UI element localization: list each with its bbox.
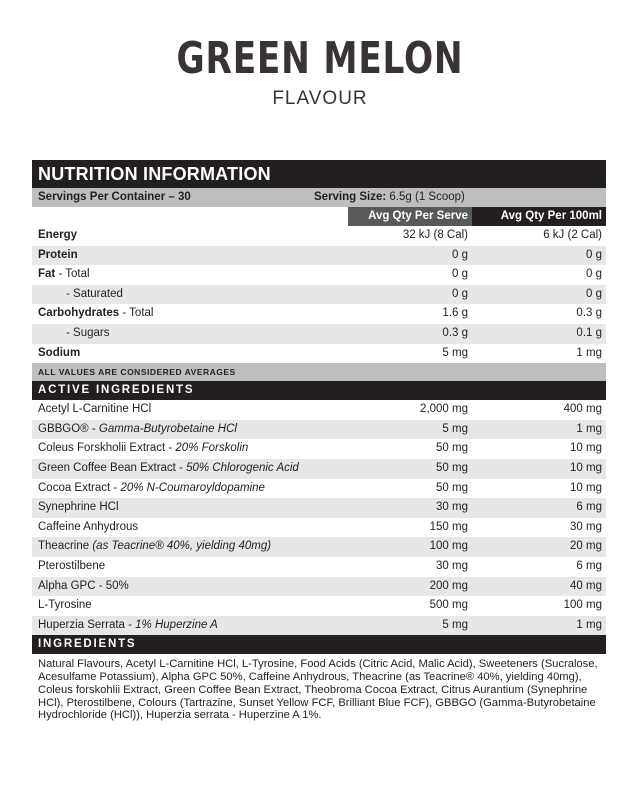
qty-per-serve: 32 kJ (8 Cal): [402, 229, 468, 241]
ingredient-qty-per-serve: 50 mg: [436, 481, 468, 494]
ingredient-qty-per-serve: 200 mg: [429, 579, 468, 592]
ingredient-qty-per-100ml: 10 mg: [570, 461, 602, 474]
qty-per-100ml: 6 kJ (2 Cal): [543, 229, 602, 241]
qty-per-serve: 0 g: [452, 248, 468, 261]
qty-per-serve: 0 g: [452, 287, 468, 300]
ingredient-qty-per-100ml: 10 mg: [570, 481, 602, 494]
nutrition-row: [32, 304, 606, 324]
ingredient-name-cell: [32, 459, 348, 479]
ingredient-name: Cocoa Extract -: [38, 481, 121, 494]
ingredient-name-cell: [32, 577, 348, 597]
nutrition-row: [32, 344, 606, 364]
qty-per-100ml: 0 g: [586, 287, 602, 300]
averages-note: ALL VALUES ARE CONSIDERED AVERAGES: [32, 363, 606, 381]
nutrient-name-cell: [32, 324, 348, 344]
ingredient-detail: 50% Chlorogenic Acid: [186, 461, 299, 474]
ingredient-name-cell: [32, 596, 348, 616]
flavour-title: GREEN MELON: [176, 33, 464, 84]
ingredient-qty-per-serve: 5 mg: [442, 422, 468, 435]
ingredient-detail: 20% Forskolin: [175, 442, 249, 455]
nutrient-subname: - Saturated: [66, 287, 123, 300]
active-ingredient-row: [32, 616, 606, 636]
ingredient-qty-per-serve: 30 mg: [436, 501, 468, 514]
active-ingredient-row: [32, 537, 606, 557]
ingredient-qty-per-serve: 100 mg: [429, 540, 468, 553]
nutrient-subname: - Total: [55, 268, 90, 281]
nutrient-subname: - Sugars: [66, 326, 110, 339]
ingredient-qty-per-serve: 500 mg: [429, 599, 468, 612]
nutrient-name-cell: [32, 304, 348, 324]
active-ingredient-row: [32, 400, 606, 420]
nutrient-name-cell: [32, 226, 348, 246]
ingredients-text: Natural Flavours, Acetyl L-Carnitine HCl, L-Tyrosine, Food Acids (Citric Acid, Malic Acid), Sweeteners (Sucralose, Acesulfame Potassium), Alpha GPC 50%, Caffeine Anhydrous, Theacrine (as Teacrine® 40%, yielding 40mg), Coleus forskohlii Extract, Green Coffee Bean Extract, Theobroma Cocoa Extract, Citrus Aurantium (Synephrine HCl), Pterostilbene, Colours (Tartrazine, Sunset Yellow FCF, Brilliant Blue FCF), GBBGO (Gamma-Butyrobetaine Hydrochloride (HCl)), Huperzia serrata - Huperzine A 1%.: [38, 658, 598, 722]
ingredient-name: Caffeine Anhydrous: [38, 520, 139, 533]
nutrition-row: [32, 324, 606, 344]
nutrition-row: [32, 265, 606, 285]
ingredients-heading: INGREDIENTS: [32, 635, 606, 654]
nutrition-column-headers: [32, 207, 606, 226]
qty-per-100ml: 0 g: [586, 268, 602, 281]
ingredient-detail: Gamma-Butyrobetaine HCl: [98, 422, 237, 435]
ingredient-qty-per-100ml: 1 mg: [576, 618, 602, 631]
qty-per-100ml: 0 g: [586, 248, 602, 261]
nutrient-name: Fat: [38, 268, 56, 281]
col-header-serve: Avg Qty Per Serve: [348, 207, 472, 226]
ingredient-qty-per-100ml: 100 mg: [563, 599, 602, 612]
nutrient-name-cell: [32, 285, 348, 305]
nutrient-name-cell: [32, 344, 348, 364]
active-ingredient-row: [32, 459, 606, 479]
ingredient-qty-per-serve: 150 mg: [429, 520, 468, 533]
serving-size: [314, 188, 606, 207]
serving-size-value: 6.5g (1 Scoop): [386, 191, 465, 203]
active-ingredient-row: [32, 577, 606, 597]
ingredient-name-cell: [32, 400, 348, 420]
ingredient-qty-per-100ml: 40 mg: [570, 579, 602, 592]
ingredient-qty-per-serve: 50 mg: [436, 442, 468, 455]
ingredient-qty-per-100ml: 1 mg: [576, 422, 602, 435]
serving-row: [32, 188, 606, 207]
ingredient-qty-per-serve: 5 mg: [442, 618, 468, 631]
ingredient-detail: (as Teacrine® 40%, yielding 40mg): [92, 540, 272, 553]
nutrition-panel: [32, 160, 606, 722]
qty-per-100ml: 1 mg: [576, 346, 602, 359]
ingredient-qty-per-100ml: 20 mg: [570, 540, 602, 553]
ingredient-name-cell: [32, 537, 348, 557]
ingredient-name: Synephrine HCl: [38, 501, 119, 514]
nutrient-name: Energy: [38, 229, 77, 241]
qty-per-100ml: 0.3 g: [576, 307, 602, 320]
nutrition-rows: [32, 226, 606, 363]
ingredient-name: Huperzia Serrata -: [38, 618, 136, 631]
ingredient-qty-per-100ml: 10 mg: [570, 442, 602, 455]
nutrient-name: Carbohydrates: [38, 307, 120, 320]
ingredient-qty-per-100ml: 30 mg: [570, 520, 602, 533]
active-rows: [32, 400, 606, 635]
nutrient-name-cell: [32, 265, 348, 285]
ingredient-name-cell: [32, 498, 348, 518]
ingredient-qty-per-serve: 2,000 mg: [420, 403, 468, 416]
ingredient-name: Coleus Forskholii Extract -: [38, 442, 176, 455]
nutrition-heading: NUTRITION INFORMATION: [32, 160, 606, 188]
ingredient-name-cell: [32, 616, 348, 636]
ingredient-name: Alpha GPC - 50%: [38, 579, 129, 592]
ingredient-name: GBBGO® -: [38, 422, 99, 435]
qty-per-serve: 1.6 g: [442, 307, 468, 320]
ingredient-qty-per-serve: 30 mg: [436, 559, 468, 572]
ingredient-name-cell: [32, 439, 348, 459]
active-ingredient-row: [32, 518, 606, 538]
qty-per-serve: 0.3 g: [442, 326, 468, 339]
qty-per-100ml: 0.1 g: [576, 326, 602, 339]
ingredient-qty-per-100ml: 6 mg: [576, 501, 602, 514]
ingredient-qty-per-serve: 50 mg: [436, 461, 468, 474]
ingredient-qty-per-100ml: 6 mg: [576, 559, 602, 572]
ingredient-detail: 1% Huperzine A: [135, 618, 218, 631]
ingredient-detail: 20% N-Coumaroyldopamine: [120, 481, 265, 494]
ingredient-name: Green Coffee Bean Extract -: [38, 461, 187, 474]
nutrition-row: [32, 285, 606, 305]
ingredient-name: L-Tyrosine: [38, 599, 92, 612]
ingredient-name-cell: [32, 420, 348, 440]
active-ingredient-row: [32, 479, 606, 499]
servings-per-container: Servings Per Container – 30: [38, 191, 191, 203]
active-ingredient-row: [32, 557, 606, 577]
nutrition-row: [32, 246, 606, 266]
ingredient-name-cell: [32, 518, 348, 538]
nutrient-subname: - Total: [119, 307, 154, 320]
active-ingredient-row: [32, 439, 606, 459]
ingredient-name: Acetyl L-Carnitine HCl: [38, 403, 152, 416]
qty-per-serve: 5 mg: [442, 346, 468, 359]
ingredient-qty-per-100ml: 400 mg: [563, 403, 602, 416]
flavour-subtitle: FLAVOUR: [272, 88, 368, 109]
nutrient-name: Protein: [38, 248, 78, 261]
ingredient-name: Pterostilbene: [38, 559, 106, 572]
nutrient-name-cell: [32, 246, 348, 266]
nutrition-row: [32, 226, 606, 246]
active-heading: ACTIVE INGREDIENTS: [32, 381, 606, 400]
col-header-100ml: Avg Qty Per 100ml: [472, 207, 606, 226]
serving-size-label: Serving Size:: [314, 191, 387, 203]
nutrient-name: Sodium: [38, 346, 81, 359]
active-ingredient-row: [32, 596, 606, 616]
ingredient-name-cell: [32, 557, 348, 577]
qty-per-serve: 0 g: [452, 268, 468, 281]
ingredient-name: Theacrine: [38, 540, 93, 553]
active-ingredient-row: [32, 420, 606, 440]
active-ingredient-row: [32, 498, 606, 518]
ingredient-name-cell: [32, 479, 348, 499]
